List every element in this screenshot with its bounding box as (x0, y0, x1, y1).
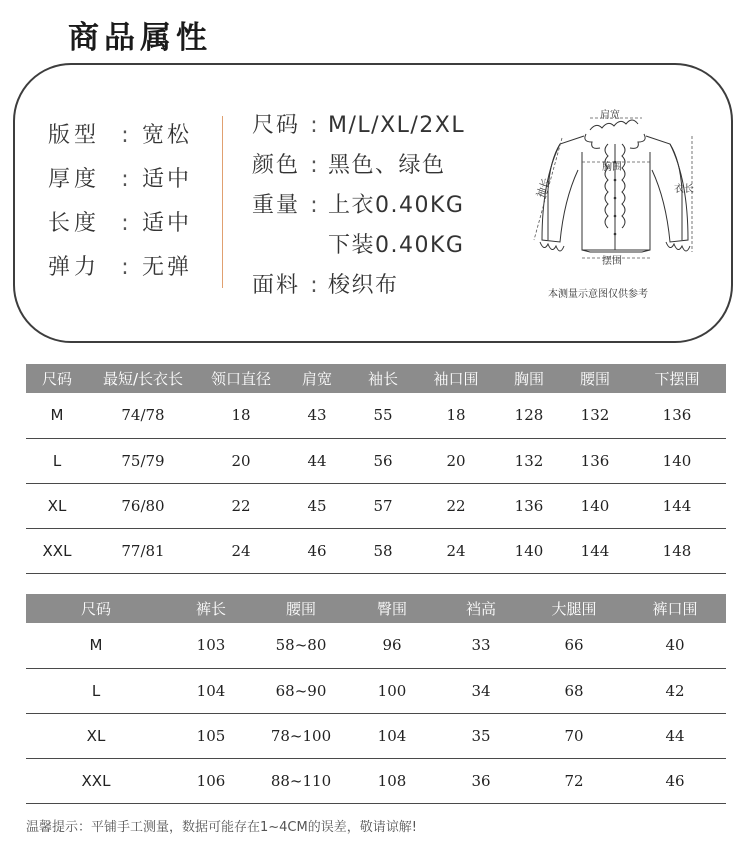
table-cell: 46 (284, 528, 350, 573)
table-row (26, 438, 726, 483)
attr-length (48, 206, 192, 237)
header-cell: 下摆围 (628, 364, 726, 393)
table-cell: 44 (284, 438, 350, 483)
attr-key: 长度 (48, 211, 101, 236)
table-cell: 132 (496, 438, 562, 483)
attr-value: 适中 (142, 211, 193, 236)
label-length: 衣长 (674, 184, 694, 195)
header-cell: 最短/长衣长 (88, 364, 198, 393)
size-cell: XXL (26, 528, 88, 573)
header-cell: 裤口围 (624, 594, 726, 623)
spec-key: 面料 (252, 273, 301, 298)
spec-colon: : (310, 153, 318, 178)
table-cell: 68 (524, 668, 624, 713)
attr-key: 弹力 (48, 255, 101, 280)
attr-colon: : (121, 211, 129, 236)
table-cell: 33 (438, 623, 524, 668)
size-cell: M (26, 393, 88, 438)
table-cell: 44 (624, 713, 726, 758)
header-cell: 大腿围 (524, 594, 624, 623)
attr-fit (48, 118, 192, 149)
header-cell: 胸围 (496, 364, 562, 393)
label-shoulder: 肩宽 (600, 110, 620, 121)
table-cell: 140 (628, 438, 726, 483)
table-cell: 72 (524, 758, 624, 803)
table-cell: 136 (562, 438, 628, 483)
table-cell: 96 (346, 623, 438, 668)
table-cell: 20 (198, 438, 284, 483)
header-cell: 领口直径 (198, 364, 284, 393)
page-title: 商品属性 (68, 20, 212, 56)
table-cell: 45 (284, 483, 350, 528)
table-cell: 58 (350, 528, 416, 573)
table-row (26, 713, 726, 758)
table-cell: 24 (416, 528, 496, 573)
table-cell: 20 (416, 438, 496, 483)
table-cell: 22 (198, 483, 284, 528)
attr-value: 适中 (142, 167, 193, 192)
table-cell: 136 (628, 393, 726, 438)
spec-fabric (252, 268, 399, 299)
table-cell: 24 (198, 528, 284, 573)
header-cell: 腰围 (562, 364, 628, 393)
table-cell: 57 (350, 483, 416, 528)
table-header-row (26, 594, 726, 623)
size-cell: XL (26, 483, 88, 528)
table-cell: 136 (496, 483, 562, 528)
table-cell: 36 (438, 758, 524, 803)
table-row (26, 668, 726, 713)
table-cell: 106 (166, 758, 256, 803)
size-cell: L (26, 668, 166, 713)
blouse-illustration (520, 100, 710, 300)
table-cell: 104 (346, 713, 438, 758)
table-cell: 56 (350, 438, 416, 483)
label-hem: 摆围 (602, 256, 622, 267)
spec-key: 重量 (252, 193, 301, 218)
table-cell: 144 (562, 528, 628, 573)
table-cell: 128 (496, 393, 562, 438)
diagram-note: 本测量示意图仅供参考 (548, 289, 648, 300)
attr-colon: : (121, 255, 129, 280)
spec-key: 颜色 (252, 153, 301, 178)
spec-colon: : (310, 113, 318, 138)
measurement-diagram (520, 100, 710, 300)
table-cell: 18 (416, 393, 496, 438)
table-cell: 75/79 (88, 438, 198, 483)
header-cell: 尺码 (26, 364, 88, 393)
spec-size (252, 108, 465, 139)
table-cell: 140 (496, 528, 562, 573)
table-cell: 34 (438, 668, 524, 713)
spec-value: 下装0.40KG (328, 233, 465, 258)
table-row (26, 393, 726, 438)
table-cell: 144 (628, 483, 726, 528)
spec-colon: : (310, 193, 318, 218)
header-cell: 袖长 (350, 364, 416, 393)
attr-value: 宽松 (142, 123, 193, 148)
table-cell: 46 (624, 758, 726, 803)
header-cell: 裤长 (166, 594, 256, 623)
size-cell: XXL (26, 758, 166, 803)
table-cell: 105 (166, 713, 256, 758)
table-cell: 88~110 (256, 758, 346, 803)
spec-weight (252, 188, 464, 219)
attr-elasticity (48, 250, 192, 281)
attr-colon: : (121, 123, 129, 148)
table-cell: 148 (628, 528, 726, 573)
header-cell: 袖口围 (416, 364, 496, 393)
table-cell: 108 (346, 758, 438, 803)
table-cell: 66 (524, 623, 624, 668)
table-cell: 76/80 (88, 483, 198, 528)
spec-colon: : (310, 273, 318, 298)
label-sleeve: 袖长 (535, 176, 553, 200)
table-cell: 77/81 (88, 528, 198, 573)
footer-note: 温馨提示：平铺手工测量，数据可能存在1~4CM的误差，敬请谅解! (26, 820, 417, 835)
size-cell: XL (26, 713, 166, 758)
table-cell: 55 (350, 393, 416, 438)
spec-value: 上衣0.40KG (328, 193, 465, 218)
attr-key: 版型 (48, 123, 101, 148)
table-cell: 103 (166, 623, 256, 668)
spec-key: 尺码 (252, 113, 301, 138)
table-cell: 74/78 (88, 393, 198, 438)
spec-value: M/L/XL/2XL (328, 113, 466, 138)
table-header-row (26, 364, 726, 393)
size-cell: L (26, 438, 88, 483)
table-cell: 68~90 (256, 668, 346, 713)
table-cell: 18 (198, 393, 284, 438)
table-cell: 58~80 (256, 623, 346, 668)
table-cell: 78~100 (256, 713, 346, 758)
table-cell: 22 (416, 483, 496, 528)
header-cell: 肩宽 (284, 364, 350, 393)
table-row (26, 623, 726, 668)
header-cell: 腰围 (256, 594, 346, 623)
bottom-size-table (26, 594, 726, 804)
label-chest: 胸围 (602, 162, 622, 173)
spec-color (252, 148, 446, 179)
table-cell: 104 (166, 668, 256, 713)
table-row (26, 483, 726, 528)
table-cell: 42 (624, 668, 726, 713)
attr-colon: : (121, 167, 129, 192)
attr-thickness (48, 162, 192, 193)
spec-weight-bottom (252, 228, 464, 259)
attr-value: 无弹 (142, 255, 193, 280)
table-cell: 43 (284, 393, 350, 438)
table-cell: 40 (624, 623, 726, 668)
spec-value: 梭织布 (328, 273, 399, 298)
table-cell: 70 (524, 713, 624, 758)
header-cell: 裆高 (438, 594, 524, 623)
table-row (26, 758, 726, 803)
header-cell: 尺码 (26, 594, 166, 623)
spec-value: 黑色、绿色 (328, 153, 446, 178)
table-row (26, 528, 726, 573)
table-cell: 100 (346, 668, 438, 713)
attr-key: 厚度 (48, 167, 101, 192)
vertical-divider (222, 116, 223, 288)
size-cell: M (26, 623, 166, 668)
table-cell: 35 (438, 713, 524, 758)
table-cell: 140 (562, 483, 628, 528)
top-size-table (26, 364, 726, 574)
header-cell: 臀围 (346, 594, 438, 623)
table-cell: 132 (562, 393, 628, 438)
